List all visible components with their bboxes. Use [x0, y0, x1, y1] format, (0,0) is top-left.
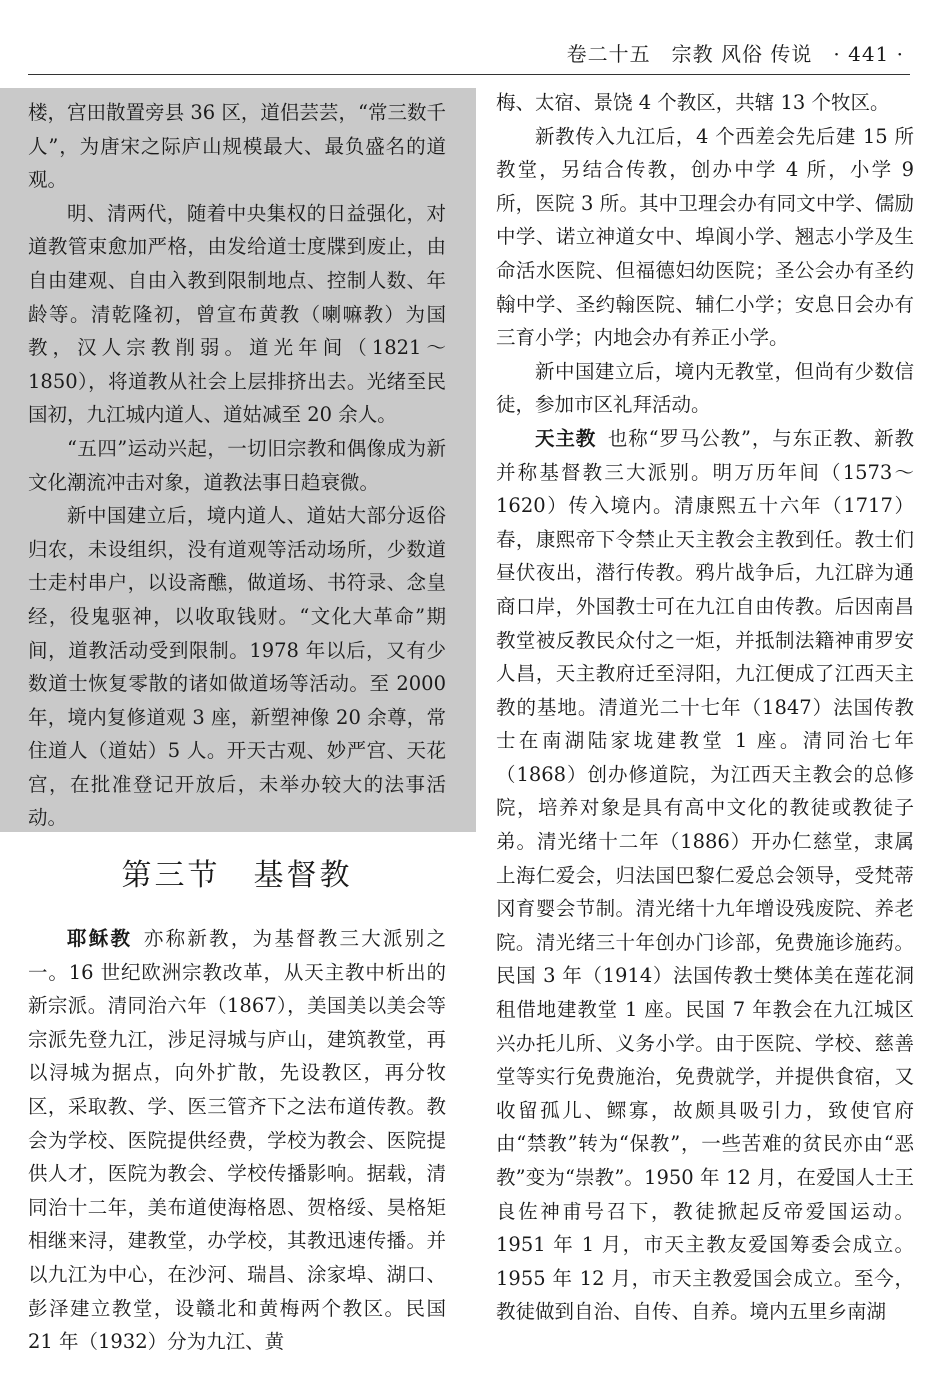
right-column [496, 86, 914, 1329]
shaded-block [0, 88, 476, 832]
paragraph: 新教传入九江后，4 个西差会先后建 15 所教堂，另结合传教，创办中学 4 所，小学 9 所，医院 3 所。其中卫理会办有同文中学、儒励中学、诺立神道女中、埠阆小学、翘志小学及生命活水医院、但福德妇幼医院；圣公会办有圣约翰中学、圣约翰医院、辅仁小学；安息日会办有三育小学；内地会办有养正小学。 [496, 124, 914, 350]
paragraph: 梅、太宿、景饶 4 个教区，共辖 13 个牧区。 [496, 91, 890, 114]
taoism-continuation [28, 96, 446, 835]
paragraph [496, 422, 914, 1329]
paragraph: 新中国建立后，境内道人、道姑大部分返俗归农，未设组织，没有道观等活动场所，少数道士走村串户，以设斋醮，做道场、书符录、念皇经，役鬼驱神，以收取钱财。“文化大革命”期间，道教活动受到限制。1978 年以后，又有少数道士恢复零散的诸如做道场等活动。至 2000 年，境内复修道观 3 座，新塑神像 20 余尊，常住道人（道姑）5 人。开天古观、妙严宫、天花宫，在批准登记开放后，未举办较大的法事活动。 [28, 504, 446, 830]
paragraph: 新中国建立后，境内无教堂，但尚有少数信徒，参加市区礼拜活动。 [496, 359, 914, 417]
entry-term: 耶稣教 [67, 927, 133, 950]
paragraph: 明、清两代，随着中央集权的日益强化，对道教管束愈加严格，由发给道士度牒到废止，由自由建观、自由入教到限制地点、控制人数、年龄等。清乾隆初，曾宣布黄教（喇嘛教）为国教，汉人宗教削弱。道光年间（1821～1850），将道教从社会上层排挤出去。光绪至民国初，九江城内道人、道姑减至 20 余人。 [28, 201, 446, 427]
paragraph: 楼，宫田散置旁县 36 区，道侣芸芸，“常三数千人”，为唐宋之际庐山规模最大、最负盛名的道观。 [28, 101, 446, 192]
entry-text: 亦称新教，为基督教三大派别之一。16 世纪欧洲宗教改革，从天主教中析出的新宗派。清同治六年（1867），美国美以美会等宗派先登九江，涉足浔城与庐山，建筑教堂，再以浔城为据点，向外扩散，先设教区，再分牧区，采取教、学、医三管齐下之法布道传教。教会为学校、医院提供经费，学校为教会、医院提供人才，医院为教会、学校传播影响。据载，清同治十二年，美布道使海格恩、贺格绥、昊格矩相继来浔，建教堂，办学校，其教迅速传播。并以九江为中心，在沙河、瑞昌、涂家埠、湖口、彭泽建立教堂，设赣北和黄梅两个教区。民国 21 年（1932）分为九江、黄 [28, 927, 446, 1354]
section-heading: 第三节 基督教 [121, 858, 353, 893]
entry-term: 天主教 [535, 426, 597, 450]
paragraph: “五四”运动兴起，一切旧宗教和偶像成为新文化潮流冲击对象，道教法事日趋衰微。 [28, 436, 446, 494]
paragraph [28, 922, 446, 1359]
running-header [28, 28, 910, 75]
entry-text: 也称“罗马公教”，与东正教、新教并称基督教三大派别。明万历年间（1573～1620）传入境内。清康熙五十六年（1717）春，康熙帝下令禁止天主教会主教到任。教士们昼伏夜出，潜行传教。鸦片战争后，九江辟为通商口岸，外国教士可在九江自由传教。后因南昌教堂被反教民众付之一炬，并抵制法籍神甫罗安人昌，天主教府迁至浔阳，九江便成了江西天主教的基地。清道光二十七年（1847）法国传教士在南湖陆家垅建教堂 1 座。清同治七年（1868）创办修道院，为江西天主教会的总修院，培养对象是具有高中文化的教徒或教徒子弟。清光绪十二年（1886）开办仁慈堂，隶属上海仁爱会，归法国巴黎仁爱总会领导，受梵蒂冈育婴会节制。清光绪十九年增设残废院、养老院。清光绪三十年创办门诊部，免费施诊施药。民国 3 年（1914）法国传教士樊体美在莲花洞租借地建教堂 1 座。民国 7 年教会在九江城区兴办托儿所、义务小学。由于医院、学校、慈善堂等实行免费施治，免费就学，并提供食宿，又收留孤儿、鳏寡，故颇具吸引力，致使官府由“禁教”转为“保教”，一些苦难的贫民亦由“恶教”变为“崇教”。1950 年 12 月，在爱国人士王良佐神甫号召下，教徒掀起反帝爱国运动。1951 年 1 月，市天主教友爱国筹委会成立。1955 年 12 月，市天主教爱国会成立。至今，教徒做到自治、自传、自养。境内五里乡南湖 [496, 426, 914, 1324]
protestant-section [28, 922, 446, 1359]
header-title: 卷二十五 宗教 风俗 传说 · 441 · [566, 42, 904, 66]
